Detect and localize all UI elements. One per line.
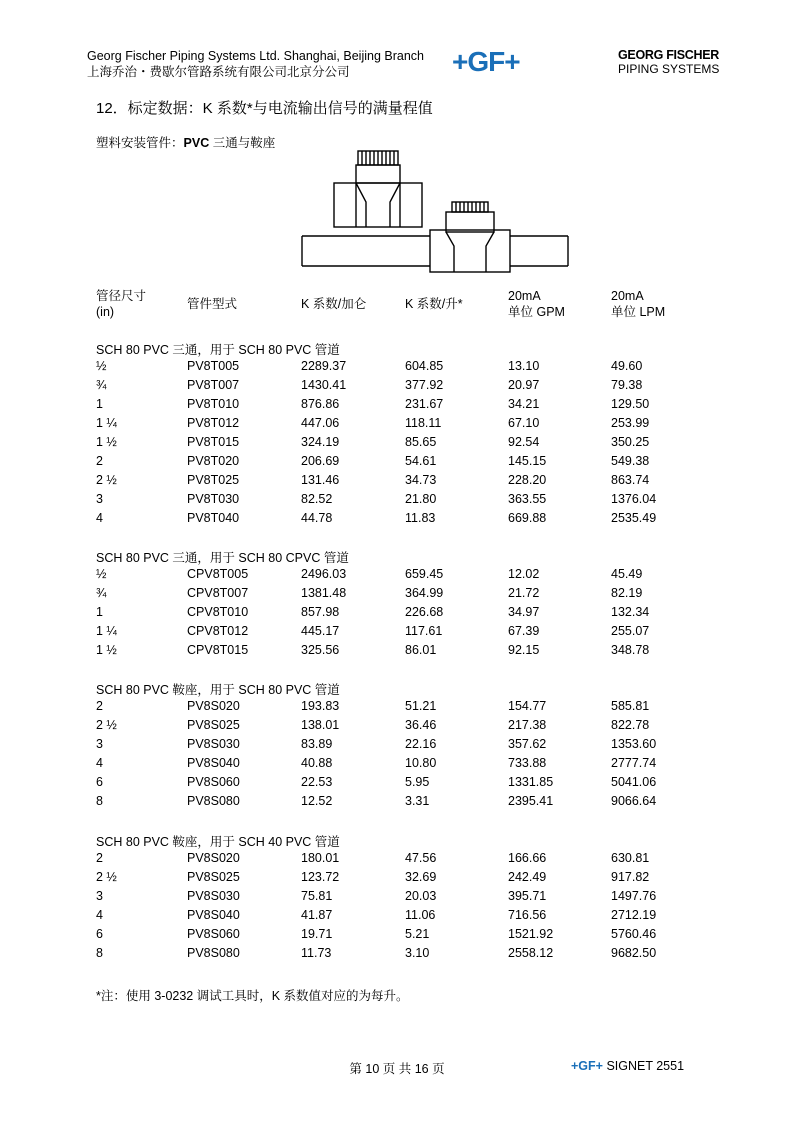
table-cell: 19.71 <box>301 927 333 941</box>
table-cell: ¾ <box>96 378 107 392</box>
table-cell: 377.92 <box>405 378 444 392</box>
brand-line-1: GEORG FISCHER <box>618 48 719 62</box>
table-cell: 348.78 <box>611 643 650 657</box>
table-cell: 2 <box>96 851 103 865</box>
table-row <box>0 794 794 813</box>
table-cell: 357.62 <box>508 737 547 751</box>
table-cell: 10.80 <box>405 756 437 770</box>
col-k-liter-header: K 系数/升* <box>405 297 463 311</box>
table-cell: 79.38 <box>611 378 643 392</box>
table-cell: PV8T007 <box>187 378 240 392</box>
table-cell: 40.88 <box>301 756 333 770</box>
table-cell: 876.86 <box>301 397 340 411</box>
table-row <box>0 927 794 946</box>
table-cell: PV8S030 <box>187 737 240 751</box>
table-cell: 325.56 <box>301 643 340 657</box>
table-cell: 324.19 <box>301 435 340 449</box>
fitting-illustration <box>296 142 576 274</box>
table-row <box>0 737 794 756</box>
footer-gf-logo: +GF+ <box>571 1059 603 1073</box>
table-cell: CPV8T007 <box>187 586 249 600</box>
table-cell: 166.66 <box>508 851 547 865</box>
table-cell: 138.01 <box>301 718 340 732</box>
table-cell: PV8S080 <box>187 946 240 960</box>
table-cell: 1 <box>96 605 103 619</box>
table-row <box>0 908 794 927</box>
table-cell: 1381.48 <box>301 586 347 600</box>
table-cell: PV8S040 <box>187 756 240 770</box>
table-cell: 21.80 <box>405 492 437 506</box>
page-number: 第 10 页 共 16 页 <box>349 1062 445 1076</box>
table-row <box>0 359 794 378</box>
table-cell: 154.77 <box>508 699 547 713</box>
table-cell: 549.38 <box>611 454 650 468</box>
table-cell: 4 <box>96 511 103 525</box>
table-cell: PV8S020 <box>187 699 240 713</box>
table-cell: 1376.04 <box>611 492 657 506</box>
col-size-line2: (in) <box>96 305 115 319</box>
table-cell: 51.21 <box>405 699 437 713</box>
table-cell: 6 <box>96 775 103 789</box>
table-cell: ½ <box>96 359 107 373</box>
table-cell: 350.25 <box>611 435 650 449</box>
table-cell: 5041.06 <box>611 775 657 789</box>
table-cell: 2712.19 <box>611 908 657 922</box>
table-cell: 44.78 <box>301 511 333 525</box>
table-cell: 123.72 <box>301 870 340 884</box>
table-cell: 12.52 <box>301 794 333 808</box>
table-cell: 145.15 <box>508 454 547 468</box>
table-cell: 67.39 <box>508 624 540 638</box>
table-cell: 21.72 <box>508 586 540 600</box>
col-model-header: 管件型式 <box>187 297 238 311</box>
table-cell: 180.01 <box>301 851 340 865</box>
table-cell: PV8T010 <box>187 397 240 411</box>
table-cell: 20.97 <box>508 378 540 392</box>
table-cell: ½ <box>96 567 107 581</box>
fitting-subtitle <box>96 133 275 151</box>
table-cell: 2535.49 <box>611 511 657 525</box>
table-cell: 67.10 <box>508 416 540 430</box>
table-row <box>0 946 794 965</box>
table-cell: 83.89 <box>301 737 333 751</box>
table-cell: 2 <box>96 454 103 468</box>
table-cell: PV8T012 <box>187 416 240 430</box>
col-gpm-line1: 20mA <box>508 289 541 303</box>
table-cell: 11.83 <box>405 511 436 525</box>
table-row <box>0 889 794 908</box>
subtitle-bold: PVC <box>183 136 210 150</box>
table-cell: 92.15 <box>508 643 540 657</box>
group-title: SCH 80 PVC 三通，用于 SCH 80 PVC 管道 <box>96 343 340 357</box>
table-cell: 9066.64 <box>611 794 657 808</box>
table-cell: 2 ½ <box>96 718 117 732</box>
section-title: 12．标定数据：K 系数*与电流输出信号的满量程值 <box>96 100 433 117</box>
table-cell: 2558.12 <box>508 946 554 960</box>
brand-block <box>618 48 719 76</box>
footer-product-name: SIGNET 2551 <box>602 1059 685 1073</box>
table-cell: 253.99 <box>611 416 650 430</box>
table-cell: 1 <box>96 397 103 411</box>
table-cell: PV8T015 <box>187 435 240 449</box>
table-cell: 863.74 <box>611 473 650 487</box>
table-cell: 92.54 <box>508 435 540 449</box>
table-cell: 669.88 <box>508 511 547 525</box>
subtitle-prefix: 塑料安装管件： <box>96 136 184 150</box>
col-lpm-line1: 20mA <box>611 289 644 303</box>
table-cell: PV8S060 <box>187 775 240 789</box>
table-cell: 13.10 <box>508 359 540 373</box>
table-cell: 3.10 <box>405 946 430 960</box>
table-cell: 4 <box>96 908 103 922</box>
group-title: SCH 80 PVC 鞍座，用于 SCH 40 PVC 管道 <box>96 835 340 849</box>
table-cell: 36.46 <box>405 718 437 732</box>
table-cell: 3 <box>96 889 103 903</box>
table-row <box>0 397 794 416</box>
table-cell: 11.73 <box>301 946 332 960</box>
table-cell: 2 ½ <box>96 870 117 884</box>
table-cell: 118.11 <box>405 416 442 430</box>
table-cell: 5.21 <box>405 927 430 941</box>
table-cell: 3.31 <box>405 794 430 808</box>
group-title: SCH 80 PVC 鞍座，用于 SCH 80 PVC 管道 <box>96 683 340 697</box>
table-cell: PV8S020 <box>187 851 240 865</box>
table-cell: 20.03 <box>405 889 437 903</box>
table-cell: 85.65 <box>405 435 437 449</box>
table-cell: CPV8T012 <box>187 624 249 638</box>
col-lpm-header <box>611 288 665 320</box>
table-cell: 12.02 <box>508 567 540 581</box>
table-cell: 363.55 <box>508 492 547 506</box>
table-row <box>0 511 794 530</box>
table-row <box>0 454 794 473</box>
table-cell: 3 <box>96 492 103 506</box>
table-cell: 45.49 <box>611 567 643 581</box>
table-cell: 630.81 <box>611 851 650 865</box>
table-cell: PV8S025 <box>187 870 240 884</box>
table-cell: 86.01 <box>405 643 437 657</box>
table-cell: 11.06 <box>405 908 436 922</box>
table-cell: 604.85 <box>405 359 444 373</box>
table-cell: 193.83 <box>301 699 340 713</box>
table-cell: ¾ <box>96 586 107 600</box>
table-cell: 2395.41 <box>508 794 554 808</box>
table-row <box>0 473 794 492</box>
table-cell: 217.38 <box>508 718 547 732</box>
table-cell: 5.95 <box>405 775 430 789</box>
table-cell: PV8T030 <box>187 492 240 506</box>
col-gpm-header <box>508 288 565 320</box>
table-cell: 82.19 <box>611 586 643 600</box>
table-cell: 857.98 <box>301 605 340 619</box>
table-cell: 1 ½ <box>96 643 117 657</box>
company-name-cn: 上海乔治・费歇尔管路系统有限公司北京分公司 <box>87 65 350 79</box>
company-name-en: Georg Fischer Piping Systems Ltd. Shanghai, Beijing Branch <box>87 49 424 63</box>
table-cell: 255.07 <box>611 624 650 638</box>
table-cell: 659.45 <box>405 567 444 581</box>
table-cell: 117.61 <box>405 624 443 638</box>
table-cell: 822.78 <box>611 718 650 732</box>
table-cell: 1 ¼ <box>96 416 117 430</box>
col-size-header <box>96 288 146 320</box>
table-cell: PV8S060 <box>187 927 240 941</box>
table-row <box>0 586 794 605</box>
table-cell: 2 ½ <box>96 473 117 487</box>
table-row <box>0 624 794 643</box>
footnote: *注：使用 3-0232 调试工具时，K 系数值对应的为每升。 <box>96 989 409 1003</box>
table-cell: 445.17 <box>301 624 340 638</box>
table-row <box>0 699 794 718</box>
table-row <box>0 605 794 624</box>
table-row <box>0 378 794 397</box>
table-cell: PV8T040 <box>187 511 240 525</box>
table-cell: 3 <box>96 737 103 751</box>
table-row <box>0 643 794 662</box>
gf-logo: +GF+ <box>452 46 520 77</box>
table-cell: 447.06 <box>301 416 340 430</box>
table-cell: 129.50 <box>611 397 650 411</box>
table-cell: 1331.85 <box>508 775 554 789</box>
table-row <box>0 775 794 794</box>
table-cell: PV8S030 <box>187 889 240 903</box>
table-cell: 4 <box>96 756 103 770</box>
table-cell: CPV8T010 <box>187 605 249 619</box>
table-cell: CPV8T015 <box>187 643 249 657</box>
table-cell: 8 <box>96 794 103 808</box>
table-cell: 82.52 <box>301 492 333 506</box>
footer-product <box>571 1059 684 1073</box>
table-row <box>0 567 794 586</box>
table-cell: PV8T020 <box>187 454 240 468</box>
table-cell: 2777.74 <box>611 756 657 770</box>
group-title: SCH 80 PVC 三通，用于 SCH 80 CPVC 管道 <box>96 551 349 565</box>
table-cell: 8 <box>96 946 103 960</box>
table-cell: 1 ½ <box>96 435 117 449</box>
table-cell: 47.56 <box>405 851 437 865</box>
table-cell: 585.81 <box>611 699 650 713</box>
table-cell: 34.97 <box>508 605 540 619</box>
table-cell: 9682.50 <box>611 946 657 960</box>
table-cell: CPV8T005 <box>187 567 249 581</box>
table-row <box>0 718 794 737</box>
table-cell: 716.56 <box>508 908 547 922</box>
col-lpm-line2: 单位 LPM <box>611 305 666 319</box>
col-gpm-line2: 单位 GPM <box>508 305 565 319</box>
brand-line-2: PIPING SYSTEMS <box>618 62 720 76</box>
table-row <box>0 851 794 870</box>
table-cell: 395.71 <box>508 889 547 903</box>
table-cell: PV8S025 <box>187 718 240 732</box>
table-cell: 2 <box>96 699 103 713</box>
table-cell: PV8S040 <box>187 908 240 922</box>
table-cell: 917.82 <box>611 870 650 884</box>
table-row <box>0 416 794 435</box>
company-header <box>87 48 424 80</box>
table-cell: 32.69 <box>405 870 437 884</box>
col-size-line1: 管径尺寸 <box>96 289 147 303</box>
table-cell: 228.20 <box>508 473 547 487</box>
table-cell: 206.69 <box>301 454 340 468</box>
table-cell: 22.16 <box>405 737 437 751</box>
table-cell: 54.61 <box>405 454 437 468</box>
table-cell: PV8T005 <box>187 359 240 373</box>
table-cell: 75.81 <box>301 889 333 903</box>
table-cell: 41.87 <box>301 908 333 922</box>
table-row <box>0 492 794 511</box>
table-row <box>0 756 794 775</box>
table-cell: 131.46 <box>301 473 340 487</box>
table-cell: 226.68 <box>405 605 444 619</box>
table-cell: 5760.46 <box>611 927 657 941</box>
table-cell: 733.88 <box>508 756 547 770</box>
table-cell: 231.67 <box>405 397 444 411</box>
table-row <box>0 435 794 454</box>
table-cell: 364.99 <box>405 586 444 600</box>
table-cell: 1 ¼ <box>96 624 117 638</box>
col-k-gallon-header: K 系数/加仑 <box>301 297 367 311</box>
table-cell: 6 <box>96 927 103 941</box>
table-cell: 2289.37 <box>301 359 347 373</box>
table-cell: 49.60 <box>611 359 643 373</box>
table-cell: 1497.76 <box>611 889 657 903</box>
table-cell: PV8S080 <box>187 794 240 808</box>
table-row <box>0 870 794 889</box>
table-cell: 132.34 <box>611 605 650 619</box>
subtitle-suffix: 三通与鞍座 <box>209 136 276 150</box>
table-cell: 34.21 <box>508 397 540 411</box>
table-cell: 22.53 <box>301 775 333 789</box>
table-cell: PV8T025 <box>187 473 240 487</box>
table-cell: 1521.92 <box>508 927 554 941</box>
table-cell: 242.49 <box>508 870 547 884</box>
table-cell: 2496.03 <box>301 567 347 581</box>
table-cell: 1353.60 <box>611 737 657 751</box>
table-cell: 1430.41 <box>301 378 347 392</box>
table-cell: 34.73 <box>405 473 437 487</box>
